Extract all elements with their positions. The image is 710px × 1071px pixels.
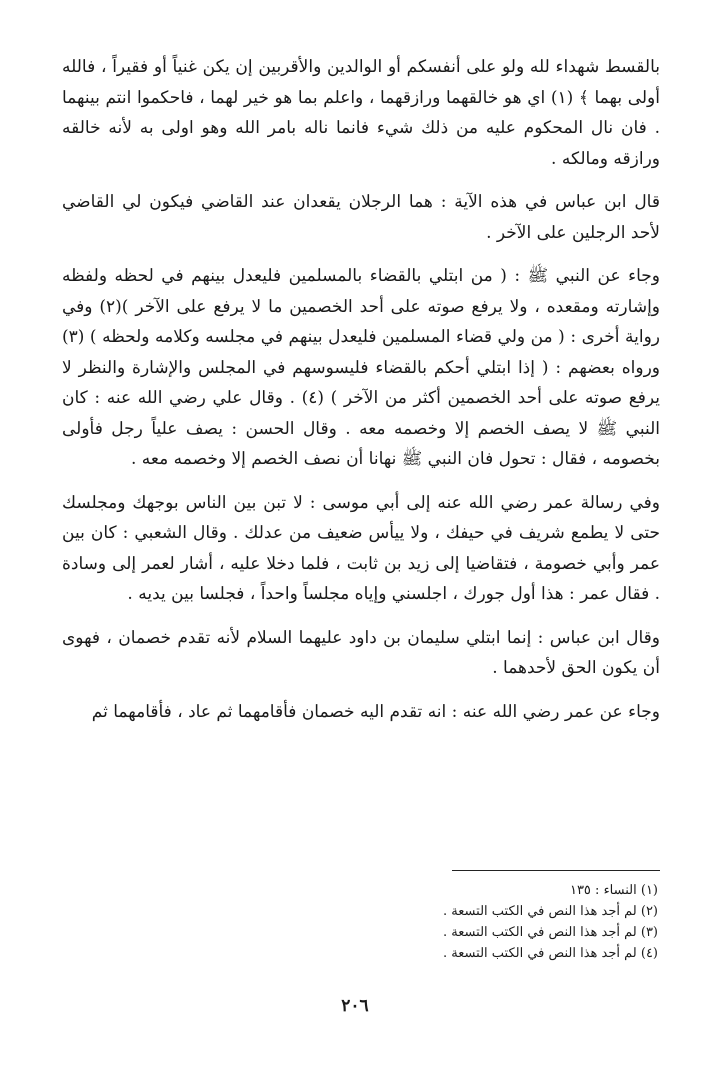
footnote-4: (٤) لم أجد هذا النص في الكتب التسعة . [443,946,658,961]
footnote-divider [452,870,660,871]
page-number: ٢٠٦ [341,996,369,1016]
paragraph-3: وجاء عن النبي ﷺ : ( من ابتلي بالقضاء بالمسلمين فليعدل بينهم في لحظه ولفظه وإشارته ومقعده ، ولا يرفع صوته على أحد الخصمين ما لا يرفع على الآخر )(٢) وفي رواية أخرى : ( من ولي قضاء المسلمين فليعدل بينهم في مجلسه وكلامه ولحظه ) (٣) ورواه بعضهم : ( إذا ابتلي أحكم بالقضاء فليسوسهم في المجلس والإشارة والنظر لا يرفع صوته على أحد الخصمين أكثر من الآخر ) (٤) . وقال علي رضي الله عنه : كان النبي ﷺ لا يصف الخصم إلا وخصمه معه . وقال الحسن : يصف علياً رجل فأولى بخصومه ، فقال : تحول فان النبي ﷺ نهانا أن نصف الخصم إلا وخصمه معه . [62,266,661,469]
main-text [62,52,660,727]
footnote-2: (٢) لم أجد هذا النص في الكتب التسعة . [443,904,658,919]
footnotes [258,880,658,964]
paragraph-1: بالقسط شهداء لله ولو على أنفسكم أو الوالدين والأقربين إن يكن غنياً أو فقيراً ، فالله أولى بهما ﴾ (١) اي هو خالقهما ورازقهما ، واعلم بما هو خير لهما ، فاحكموا انتم بينهما . فان نال المحكوم عليه من ذلك شيء فانما ناله بامر الله وهو اولى به لأنه خالقه ورازقه ومالكه . [62,57,660,169]
paragraph-4: وفي رسالة عمر رضي الله عنه إلى أبي موسى : لا تبن بين الناس بوجهك ومجلسك حتى لا يطمع شريف في حيفك ، ولا ييأس ضعيف من عدلك . وقال الشعبي : كان بين عمر وأبي خصومة ، فتقاضيا إلى زيد بن ثابت ، فلما دخلا عليه ، أشار لعمر إلى وسادة . فقال عمر : هذا أول جورك ، اجلسني وإياه مجلساً واحداً ، فجلسا بين يديه . [62,492,660,604]
footnote-3: (٣) لم أجد هذا النص في الكتب التسعة . [443,925,658,940]
paragraph-6: وجاء عن عمر رضي الله عنه : انه تقدم اليه خصمان فأقامهما ثم عاد ، فأقامهما ثم [91,701,660,722]
footnote-1: (١) النساء : ١٣٥ [569,883,658,898]
paragraph-2: قال ابن عباس في هذه الآية : هما الرجلان يقعدان عند القاضي فيكون لي القاضي لأحد الرجلين على الآخر . [62,192,660,243]
paragraph-5: وقال ابن عباس : إنما ابتلي سليمان بن داود عليهما السلام لأنه تقدم خصمان ، فهوى أن يكون الحق لأحدهما . [62,627,660,678]
